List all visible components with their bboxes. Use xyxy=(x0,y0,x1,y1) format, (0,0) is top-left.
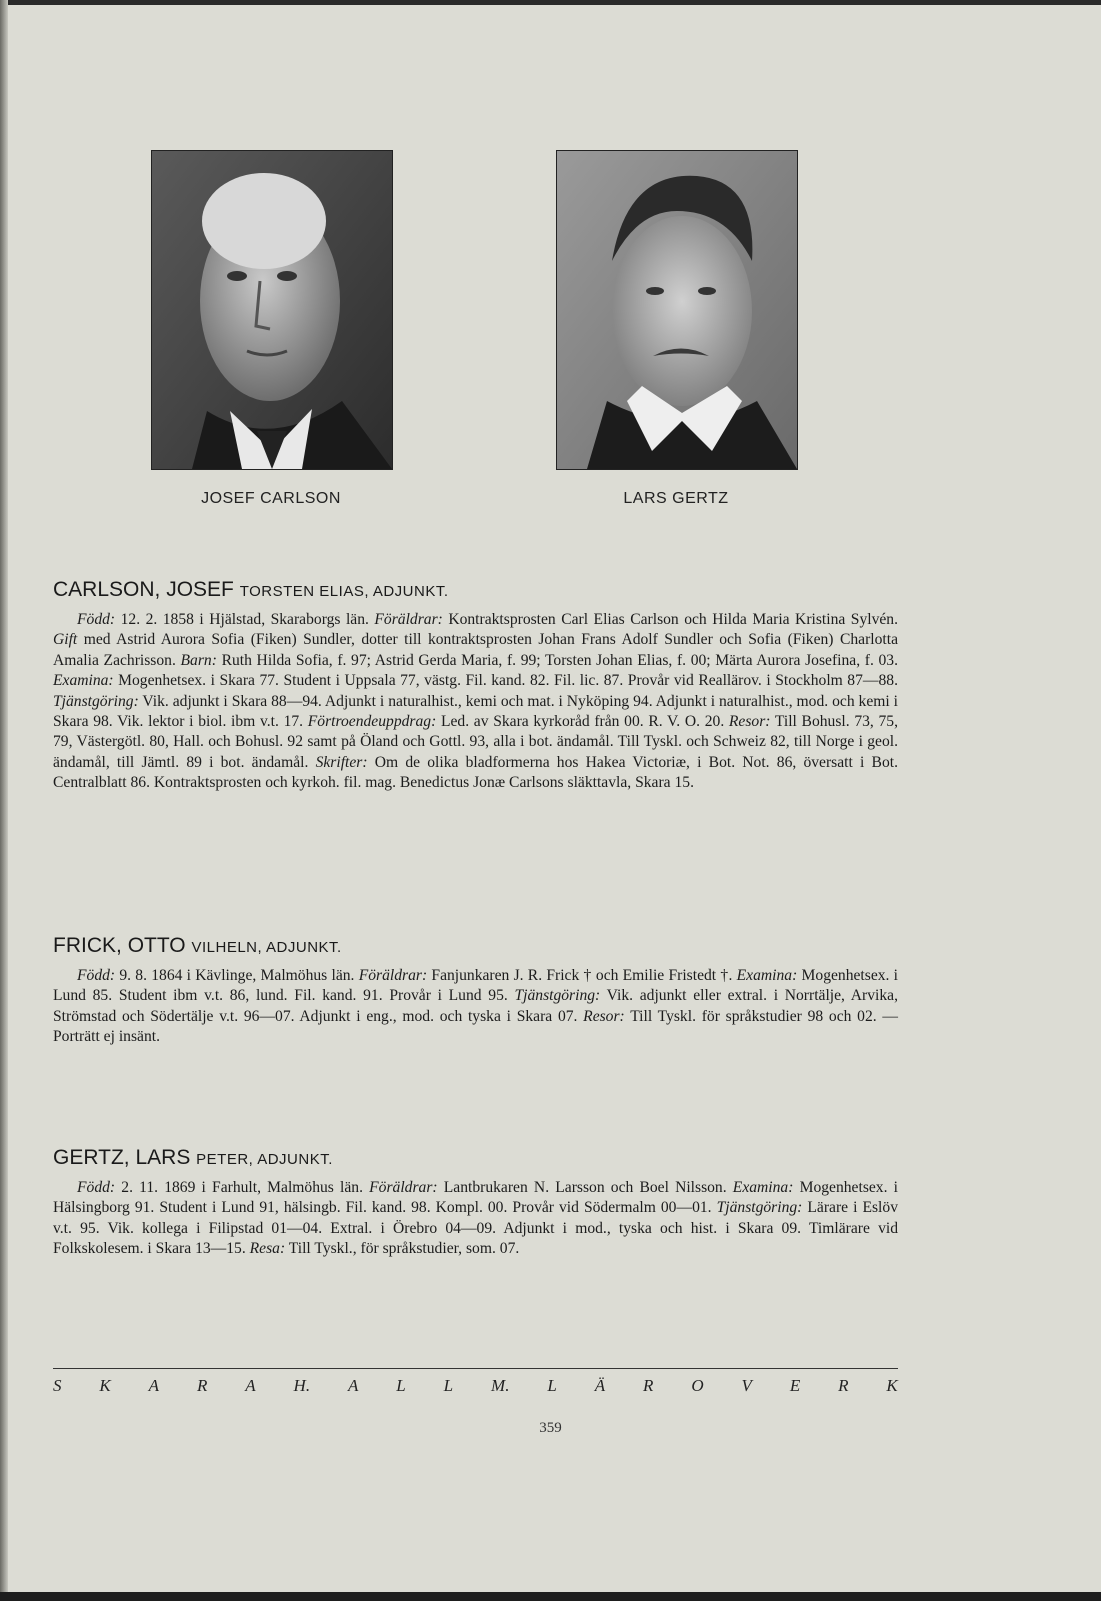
footer-letter: H. xyxy=(293,1376,311,1395)
caption-josef-carlson: JOSEF CARLSON xyxy=(201,490,341,507)
footer-letter: R xyxy=(643,1376,654,1395)
label-resor: Resor: xyxy=(728,713,771,731)
entry-carlson xyxy=(53,578,898,794)
entry-heading xyxy=(53,578,898,602)
label-foraldrar: Föräldrar: xyxy=(374,611,443,628)
page-bottom-edge xyxy=(0,1592,1101,1601)
label-examina: Examina: xyxy=(732,1179,794,1196)
label-foraldrar: Föräldrar: xyxy=(369,1179,438,1196)
entry-frick xyxy=(53,934,898,1048)
label-gift: Gift xyxy=(53,631,78,649)
text-gift: med Astrid Aurora Sofia (Fiken) Sundler, dotter till kontraktsprosten Johan Frans Adolf Sundler och Sofia (Fiken) Charlotta Amalia Zachrisson. xyxy=(53,631,898,669)
label-tjanstgoring: Tjänstgöring: xyxy=(716,1199,803,1217)
footer-letter: V xyxy=(741,1376,752,1395)
text-foraldrar: Kontraktsprosten Carl Elias Carlson och Hilda Maria Kristina Sylvén. xyxy=(442,611,898,628)
footer-letter: L xyxy=(547,1376,557,1395)
footer-letter: R xyxy=(838,1376,849,1395)
entry-body xyxy=(53,610,898,794)
footer-letter: L xyxy=(443,1376,454,1395)
text-fodd: 2. 11. 1869 i Farhult, Malmöhus län. xyxy=(115,1179,370,1196)
text-barn: Ruth Hilda Sofia, f. 97; Astrid Gerda Maria, f. 99; Torsten Johan Elias, f. 00; Märta Aurora Josefina, f. 03. xyxy=(216,651,898,669)
portrait-josef-carlson xyxy=(151,150,393,470)
label-fodd: Född: xyxy=(77,1179,116,1196)
entry-surname: CARLSON, xyxy=(53,578,161,601)
text-resa: Till Tyskl., för språkstudier, som. 07. xyxy=(285,1240,520,1258)
text-resor: Till Bohusl. 73, 75, 79, Västergötl. 80, Hall. och Bohusl. 92 samt på Öland och Gottl. 93, alla i bot. ändamål. Till Tyskl. och Schweiz 82, till Norge i geol. ändamål, till Jämtl. 89 i bot. ändamål. xyxy=(53,713,898,771)
page-top-edge xyxy=(0,0,1101,5)
text-foraldrar: Lantbrukaren N. Larsson och Boel Nilsson. xyxy=(437,1179,733,1196)
footer-letter: A xyxy=(148,1376,160,1395)
text-examina: Mogenhetsex. i Lund 85. Student ibm v.t. 86, lund. Fil. kand. 91. Provår i Lund 95. xyxy=(53,967,899,1005)
portrait-lars-gertz xyxy=(556,150,798,470)
label-foraldrar: Föräldrar: xyxy=(358,967,428,984)
label-resa: Resa: xyxy=(249,1240,286,1258)
entry-given-name: JOSEF xyxy=(166,578,234,601)
label-fodd: Född: xyxy=(77,611,116,628)
text-examina: Mogenhetsex. i Hälsingborg 91. Student i Lund 91, hälsingb. Fil. kand. 98. Kompl. 00. Provår vid Södermalm 00—01. xyxy=(53,1179,898,1217)
label-skrifter: Skrifter: xyxy=(315,753,368,771)
running-footer xyxy=(53,1376,898,1396)
footer-letter: O xyxy=(691,1376,704,1395)
text-tjanstgoring: Vik. adjunkt i Skara 88—94. Adjunkt i naturalhist., kemi och mat. i Nyköping 94. Adjunkt i naturalhist., mod. och kemi i Skara 98. Vik. lektor i biol. ibm v.t. 17. xyxy=(53,692,898,731)
label-fortroendeuppdrag: Förtroendeuppdrag: xyxy=(307,713,437,731)
text-fodd: 12. 2. 1858 i Hjälstad, Skaraborgs län. xyxy=(115,611,375,628)
label-tjanstgoring: Tjänstgöring: xyxy=(514,987,601,1005)
entry-given-name: OTTO xyxy=(127,934,186,957)
footer-letter: L xyxy=(396,1376,406,1395)
entry-heading xyxy=(53,934,898,958)
footer-letter: A xyxy=(245,1376,256,1395)
footer-letter: A xyxy=(347,1376,359,1395)
label-examina: Examina: xyxy=(736,967,798,984)
text-tjanstgoring: Vik. adjunkt eller extral. i Norrtälje, Arvika, Strömstad och Södertälje v.t. 96—07. Adjunkt i eng., mod. och tyska i Skara 07. xyxy=(53,987,898,1025)
entry-gertz xyxy=(53,1146,898,1260)
footer-letter: K xyxy=(99,1376,111,1395)
footer-letter: R xyxy=(196,1376,208,1395)
entry-surname: GERTZ, xyxy=(53,1146,130,1169)
label-resor: Resor: xyxy=(583,1007,625,1025)
entry-title: PETER, ADJUNKT. xyxy=(196,1151,333,1168)
label-examina: Examina: xyxy=(53,672,114,690)
footer-letter: E xyxy=(789,1376,801,1395)
caption-lars-gertz: LARS GERTZ xyxy=(623,490,729,507)
text-fortroendeuppdrag: Led. av Skara kyrkoråd från 00. R. V. O. 20. xyxy=(436,713,729,731)
text-foraldrar: Fanjunkaren J. R. Frick † och Emilie Fristedt †. xyxy=(427,967,737,984)
text-examina: Mogenhetsex. i Skara 77. Student i Uppsala 77, västg. Fil. kand. 82. Fil. lic. 87. Provår vid Reallärov. i Stockholm 87—88. xyxy=(113,672,898,690)
label-fodd: Född: xyxy=(77,967,116,984)
text-fodd: 9. 8. 1864 i Kävlinge, Malmöhus län. xyxy=(115,967,359,984)
entry-heading xyxy=(53,1146,898,1170)
footer-letter: S xyxy=(53,1376,62,1395)
footer-letter: K xyxy=(886,1376,898,1395)
label-barn: Barn: xyxy=(180,651,217,669)
entry-body xyxy=(53,966,898,1048)
entry-title: TORSTEN ELIAS, ADJUNKT. xyxy=(239,583,449,600)
entry-title: VILHELN, ADJUNKT. xyxy=(191,939,342,956)
text-resor: Till Tyskl. för språkstudier 98 och 02. — Porträtt ej insänt. xyxy=(53,1007,898,1046)
text-tjanstgoring: Lärare i Eslöv v.t. 95. Vik. kollega i Filipstad 01—04. Extral. i Örebro 04—09. Adjunkt i mod., tyska och hist. i Skara 09. Timlärare vid Folkskolesem. i Skara 13—15. xyxy=(53,1199,898,1258)
entry-given-name: LARS xyxy=(135,1146,191,1169)
footer-rule xyxy=(53,1368,898,1369)
page-left-edge xyxy=(0,0,8,1601)
label-tjanstgoring: Tjänstgöring: xyxy=(53,692,139,710)
text-skrifter: Om de olika bladformerna hos Hakea Victoriæ, i Bot. Not. 86, översatt i Bot. Centralblatt 86. Kontraktsprosten och kyrkoh. fil. mag. Benedictus Jonæ Carlsons släkttavla, Skara 15. xyxy=(53,753,898,792)
footer-letter: M. xyxy=(491,1376,510,1395)
entry-body xyxy=(53,1178,898,1260)
page-number: 359 xyxy=(539,1420,562,1436)
footer-letter: Ä xyxy=(594,1376,606,1395)
entry-surname: FRICK, xyxy=(53,934,122,957)
